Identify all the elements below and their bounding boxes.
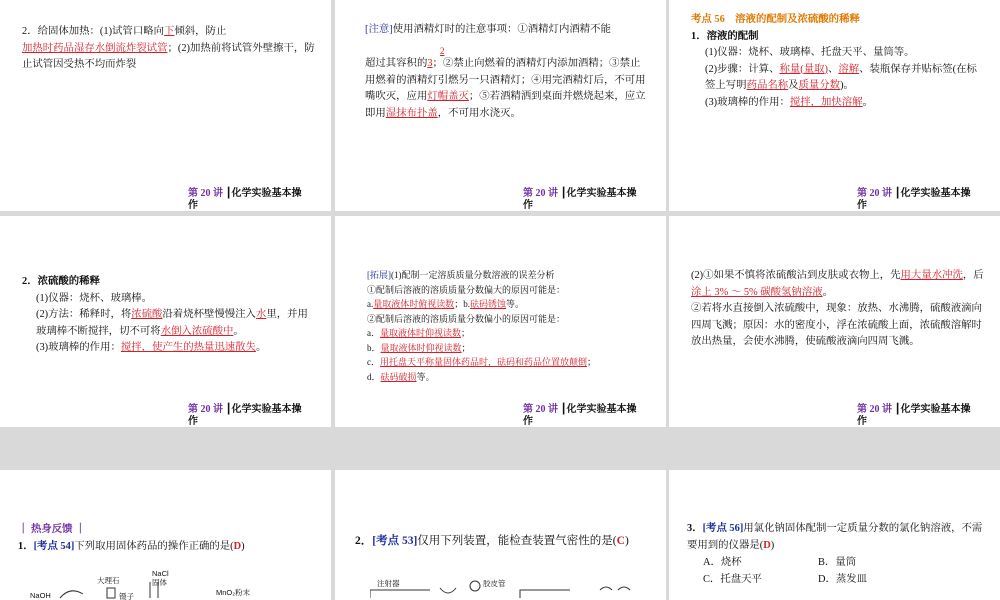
question-tag: [考点 54]	[33, 540, 75, 552]
label: ；b.	[454, 299, 471, 309]
footer	[523, 188, 643, 211]
text: 超过其容积的	[365, 58, 428, 69]
slide-3-text	[691, 12, 984, 111]
extension-tag: [拓展]	[367, 270, 391, 280]
answer: 加热时药品湿存水倒流炸裂试管	[22, 42, 168, 54]
text: 及	[788, 80, 799, 91]
question-text: 仅用下列装置，能检查装置气密性的是(	[417, 535, 617, 547]
lecture-number: 第 20 讲	[523, 404, 558, 415]
answer: 3	[427, 58, 433, 69]
answer: 砝码破损	[380, 371, 417, 382]
answer: 浓硫酸	[131, 309, 163, 320]
figure-label: NaOH	[30, 591, 51, 600]
sep: ┃	[894, 188, 901, 199]
answer: C	[616, 535, 625, 547]
answer: 下	[164, 26, 175, 37]
lecture-title: 化学实验基本操作	[857, 188, 971, 211]
text: ，后	[962, 270, 984, 281]
question-text: 用氯化钠固体配制一定质量分数的氯化钠溶液，不需要用到的仪器是(	[687, 523, 983, 551]
answer: 用大量水冲洗	[900, 270, 963, 281]
answer: 量取液体时仰视读数	[380, 328, 462, 338]
answer: 砝码锈蚀	[470, 299, 507, 309]
lecture-number: 第 20 讲	[188, 188, 223, 199]
text: (3)玻璃棒的作用：	[705, 96, 790, 108]
figure-label: 注射器	[377, 579, 400, 588]
label: a．	[367, 328, 380, 338]
figure-label: 大理石	[97, 576, 120, 585]
text: 等。	[416, 371, 435, 382]
fraction-numerator: 2	[440, 45, 445, 56]
text: (1)仪器：烧杯、玻璃棒、托盘天平、量筒等。	[705, 47, 915, 58]
sep: ┃	[225, 404, 232, 415]
slide-2	[335, 0, 666, 211]
slide-9	[669, 470, 1000, 600]
label: d．	[367, 371, 381, 382]
answer: 量取液体时仰视读数	[380, 342, 462, 353]
lecture-title: 化学实验基本操作	[188, 404, 302, 427]
answer: 搅拌，加快溶解	[789, 96, 863, 108]
text: 。	[255, 342, 267, 353]
text: (2)①如果不慎将浓硫酸沾到皮肤或衣物上，先	[691, 270, 901, 281]
text: 。	[862, 96, 873, 108]
answer: 涂上 3% ～ 5% 碳酸氢钠溶液	[691, 286, 823, 298]
lecture-number: 第 20 讲	[857, 404, 892, 415]
text: ；⑤若酒精洒到桌面并燃烧起来，应立即用	[365, 91, 646, 119]
punct: ；	[461, 342, 471, 353]
slide-8-text	[355, 532, 650, 550]
punct: )	[624, 535, 629, 547]
text: 、	[827, 63, 839, 75]
section-heading: 2．浓硫酸的稀释	[22, 276, 100, 287]
slide-8	[335, 470, 666, 600]
options-row	[687, 571, 984, 588]
answer: 水	[255, 309, 267, 320]
lecture-number: 第 20 讲	[188, 404, 223, 415]
lecture-number: 第 20 讲	[857, 188, 892, 199]
item	[22, 307, 315, 340]
answer: 质量分数	[798, 80, 841, 91]
text: ，不可用水浇灭。	[437, 107, 521, 119]
footer	[188, 188, 308, 211]
text: 沿着烧杯壁慢慢注入	[162, 309, 256, 320]
options-row	[687, 554, 984, 571]
punct: )	[770, 540, 775, 551]
text: ②若将水直接倒入浓硫酸中，现象：放热、水沸腾，硫酸液滴向四周飞溅；原因：水的密度小，浮在浓硫酸上面，浓硫酸溶解时放出热量，会使水沸腾，使硫酸液滴向四周飞溅。	[691, 303, 982, 347]
text: (1)仪器：烧杯、玻璃棒。	[36, 292, 153, 304]
label: c．	[367, 357, 380, 367]
lecture-title: 化学实验基本操作	[523, 188, 637, 211]
question-text: 下列取用固体药品的操作正确的是(	[74, 540, 234, 552]
slide-3	[669, 0, 1000, 211]
slide-5-text	[367, 268, 650, 384]
slide-4	[0, 216, 331, 427]
figure-label: MnO₂粉末	[216, 588, 251, 597]
answer: 量取液体时俯视读数	[373, 299, 455, 309]
sep: ┃	[560, 188, 567, 199]
lecture-title: 化学实验基本操作	[857, 404, 971, 427]
text: ①配制后溶液的溶质质量分数偏大的原因可能是：	[367, 284, 566, 295]
text: (1)配制一定溶质质量分数溶液的误差分析	[391, 270, 555, 280]
slide-7-text	[18, 522, 315, 555]
slide-9-text	[687, 520, 984, 588]
label: a.	[367, 299, 374, 309]
text: 倾斜，防止	[174, 26, 227, 37]
sep: ┃	[894, 404, 901, 415]
item	[22, 291, 315, 308]
answer: 灯帽盖灭	[427, 91, 469, 102]
answer: 溶解	[838, 63, 860, 75]
text: ；②禁止向燃着的酒精灯内添加酒精；③禁止用燃着的酒精灯引燃另一只酒精灯；④用完酒精灯后，不可用嘴吹灭，应用	[365, 58, 646, 102]
text: 、装瓶保存并贴标签(在标签上写明	[705, 63, 977, 91]
punct: ；	[461, 328, 471, 338]
figure-label: 胶皮管	[483, 579, 506, 588]
question-number: 1．	[18, 540, 34, 552]
sep: ┃	[225, 188, 232, 199]
option-d[interactable]: D．蒸发皿	[818, 574, 868, 585]
question-number: 2．	[355, 535, 373, 547]
slide-1-text	[22, 24, 315, 74]
punct: )	[241, 540, 245, 552]
warmup-tag: ｜ 热身反馈 ｜	[18, 524, 86, 535]
text: (2)方法：稀释时，将	[36, 309, 132, 320]
option-c[interactable]: C．托盘天平	[703, 574, 762, 585]
answer: D	[763, 540, 771, 551]
lecture-number: 第 20 讲	[523, 188, 558, 199]
answer: 药品名称	[746, 80, 789, 91]
figure-label: 固体	[152, 578, 167, 587]
text: (2)步骤：计算、	[705, 63, 780, 75]
figure-label: NaCl	[152, 569, 169, 578]
item	[691, 45, 984, 62]
answer: 称量(量取)	[779, 63, 828, 75]
text: (3)玻璃棒的作用：	[36, 342, 121, 353]
footer	[857, 404, 977, 427]
option-b[interactable]: B．量筒	[818, 557, 857, 568]
section-heading: 1．溶液的配制	[691, 30, 759, 42]
slide-4-text	[22, 274, 315, 357]
footer	[523, 404, 643, 427]
question-number: 3．	[687, 523, 703, 534]
apparatus-figure-icon	[370, 580, 640, 600]
text: )。	[840, 80, 854, 91]
item	[691, 62, 984, 95]
item	[691, 95, 984, 112]
slide-5	[335, 216, 666, 427]
item	[22, 340, 315, 357]
text: 等。	[506, 299, 525, 309]
text: 使用酒精灯时的注意事项：①酒精灯内酒精不能	[392, 24, 611, 35]
question-tag: [考点 53]	[372, 535, 418, 547]
answer: 搅拌，使产生的热量迅速散失	[120, 342, 256, 353]
question-tag: [考点 56]	[702, 523, 744, 534]
slide-2-text	[365, 22, 650, 122]
sep: ┃	[560, 404, 567, 415]
lecture-title: 化学实验基本操作	[523, 404, 637, 427]
slide-6-text	[691, 268, 984, 351]
text: 里，并用玻璃棒不断搅拌，切不可将	[36, 309, 308, 337]
answer: 用托盘天平称量固体药品时，砝码和药品位置放颠倒	[380, 357, 588, 367]
text: ；(2)加热前将试管外壁擦干，防止试管因受热不均而炸裂	[22, 42, 315, 70]
lab-figure-icon	[55, 578, 175, 600]
note-tag: [注意]	[365, 24, 393, 35]
slide-1	[0, 0, 331, 211]
topic-heading: 考点 56 溶液的配制及浓硫酸的稀释	[691, 14, 860, 25]
answer: 水倒入浓硫酸中	[160, 325, 234, 337]
slide-6	[669, 216, 1000, 427]
footer	[857, 188, 977, 211]
slide-7	[0, 470, 331, 600]
label: b．	[367, 342, 381, 353]
text: 2．给固体加热：(1)试管口略向	[22, 26, 164, 37]
text: 。	[233, 325, 244, 337]
punct: ；	[587, 357, 597, 367]
answer: 湿抹布扑盖	[385, 107, 438, 119]
footer	[188, 404, 308, 427]
figure-label: 镊子	[119, 592, 134, 600]
lecture-title: 化学实验基本操作	[188, 188, 302, 211]
answer: D	[233, 540, 242, 552]
text: ②配制后溶液的溶质质量分数偏小的原因可能是：	[367, 313, 566, 324]
text: 。	[822, 286, 833, 298]
option-a[interactable]: A．烧杯	[703, 557, 742, 568]
